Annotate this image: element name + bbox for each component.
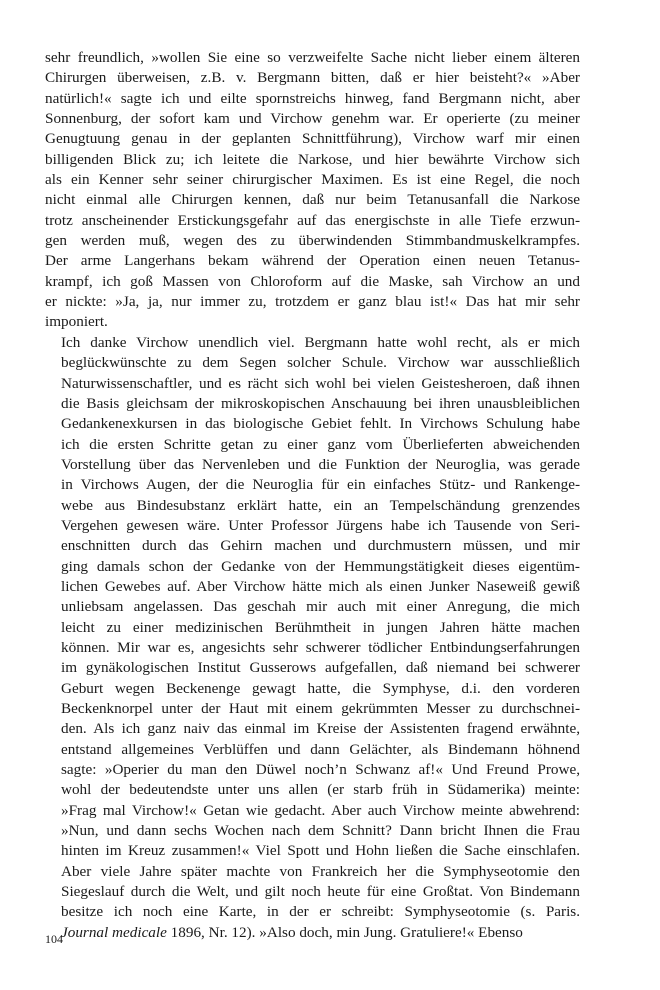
text-line: die Basis gleichsam der mikroskopischen Anschauung bei ihren unausbleiblichen [61, 394, 580, 412]
text-line: Gedankenexkursen in das biologische Gebiet fehlt. In Virchows Schulung habe [61, 415, 580, 433]
text-line: den. Als ich ganz naiv das einmal im Kreise der Assistenten fragend erwähnte, [61, 720, 580, 738]
text-line: besitze ich noch eine Karte, in der er schreibt: Symphyseotomie (s. Paris. [61, 903, 580, 921]
text-line: Beckenknorpel unter der Haut mit einem gekrümmten Messer zu durchschnei- [61, 700, 580, 717]
book-page-text [45, 48, 580, 943]
text-line: nicht einmal alle Chirurgen kennen, daß nur beim Tetanusanfall die Narkose [45, 191, 580, 209]
text-line: Ich danke Virchow unendlich viel. Bergmann hatte wohl recht, als er mich [61, 333, 580, 351]
text-line: trotz anscheinender Erstickungsgefahr auf das energischste in alle Tiefe erzwun- [45, 211, 580, 229]
text-line: gen werden muß, wegen des zu überwindenden Stimmbandmuskelkrampfes. [45, 232, 580, 250]
text-line: beglückwünschte zu dem Segen solcher Schule. Virchow war ausschließlich [61, 354, 580, 372]
text-line: krampf, ich goß Massen von Chloroform auf die Maske, sah Virchow an und [45, 272, 580, 290]
text-line: entstand allgemeines Verblüffen und dann Gelächter, als Bindemann höhnend [61, 740, 580, 758]
paragraph-1 [45, 48, 580, 333]
text-line: hinten im Kreuz zusammen!« Viel Spott und Hohn ließen die Sache einschlafen. [61, 842, 580, 860]
text-line: Der arme Langerhans bekam während der Operation einen neuen Tetanus- [45, 252, 580, 270]
text-line: Siegeslauf durch die Welt, und gilt noch heute für eine Großtat. Von Bindemann [61, 883, 580, 901]
page-number: 104 [45, 932, 63, 946]
text-line: Naturwissenschaftler, und es rächt sich wohl bei vielen Geistesheroen, daß ihnen [61, 374, 580, 392]
text-line: können. Mir war es, angesichts sehr schwerer tödlicher Entbindungserfahrungen [61, 638, 580, 656]
text-line: natürlich!« sagte ich und eilte spornstreichs hinweg, fand Bergmann nicht, aber [45, 89, 580, 107]
text-line: leicht zu einer medizinischen Berühmtheit in jungen Jahren hätte machen [61, 618, 580, 636]
text-line: Chirurgen überweisen, z.B. v. Bergmann bitten, daß er hier beisteht?« »Aber [45, 69, 580, 87]
text-line: enschnitten durch das Gehirn machen und durchmustern müssen, und mir [61, 537, 580, 555]
journal-title: Journal medicale [61, 923, 167, 941]
text-line: lichen Gewebes auf. Aber Virchow hätte mich als einen Junker Naseweiß gewiß [61, 577, 580, 595]
text-line: Aber viele Jahre später machte von Frankreich her die Symphyseotomie den [61, 862, 580, 880]
text-line: ich die ersten Schritte getan zu einer ganz vom Überlieferten abweichenden [61, 435, 580, 453]
text-line: Sonnenburg, der sofort kam und Virchow genehm war. Er operierte (zu meiner [45, 110, 580, 128]
text-line: billigenden Blick zu; ich leitete die Narkose, und hier bewährte Virchow sich [45, 150, 580, 168]
text-line: als ein Kenner sehr seiner chirurgischer Maximen. Es ist eine Regel, die noch [45, 171, 580, 189]
text-line: Vorstellung über das Nervenleben und die Funktion der Neuroglia, was gerade [61, 455, 580, 473]
text-line: er nickte: »Ja, ja, nur immer zu, trotzdem er ganz blau ist!« Das hat mir sehr [45, 293, 580, 311]
paragraph-2 [45, 333, 580, 943]
text-line: Vergehen gewesen wäre. Unter Professor Jürgens habe ich Tausende von Seri- [61, 516, 580, 534]
text-line: webe aus Bindesubstanz erklärt hatte, ein an Tempelschändung grenzendes [61, 496, 580, 514]
text-line: ging damals schon der Gedanke von der Hemmungstätigkeit dieses eigentüm- [61, 557, 580, 575]
text-line: im gynäkologischen Institut Gusserows aufgefallen, daß niemand bei schwerer [61, 659, 580, 677]
text-line: sagte: »Operier du man den Düwel noch’n Schwanz af!« Und Freund Prowe, [61, 761, 580, 779]
text-line: wohl der bedeutendste unter uns allen (er starb früh in Südamerika) meinte: [61, 781, 580, 799]
text-line: Journal medicale 1896, Nr. 12). »Also doch, min Jung. Gratuliere!« Ebenso [61, 923, 523, 941]
text-line: Geburt wegen Beckenenge gewagt hatte, die Symphyse, d.i. den vorderen [61, 679, 580, 697]
text-line: »Nun, und dann sechs Wochen nach dem Schnitt? Dann bricht Ihnen die Frau [61, 822, 580, 840]
text-line: unliebsam angelassen. Das geschah mir auch mit einer Anregung, die mich [61, 598, 580, 616]
text-line: sehr freundlich, »wollen Sie eine so verzweifelte Sache nicht lieber einem älteren [45, 49, 580, 66]
text-line: in Virchows Augen, der die Neuroglia für ein einfaches Stütz- und Rankenge- [61, 476, 580, 494]
text-line: Genugtuung genau in der geplanten Schnittführung), Virchow warf mir einen [45, 130, 580, 148]
text-line: »Frag mal Virchow!« Getan wie gedacht. Aber auch Virchow meinte abwehrend: [61, 801, 580, 819]
text-line: imponiert. [45, 313, 108, 331]
